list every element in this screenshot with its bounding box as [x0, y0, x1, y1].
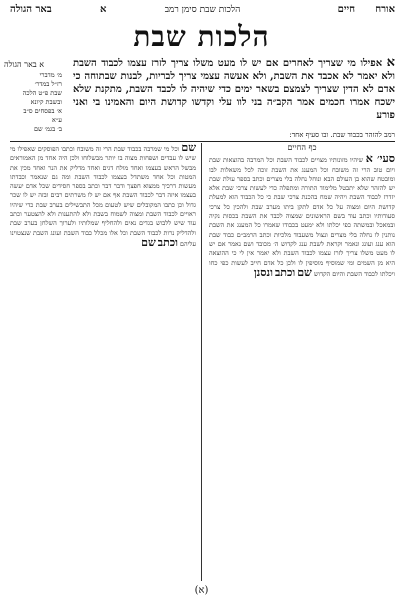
side-ref-line: מ׳ מדברי — [39, 71, 62, 79]
commentary-column-right — [209, 143, 395, 581]
paragraph-text: אפילו מי שצריך לאחרים אם יש לו מעט משלו צריך לזרז עצמו לכבוד השבת ולא יאמר לא אכבד את השבת, ולא אעשה עצמי צריך לבריות, לבנות שבתוחה כי אדם לא הדין שצריך לצמצם בשאר ימים כדי שיהיה לו לכבד השבת, מתקנת שלא ישכח אמרו חכמים אמר הקב״ה בני לוו עלי וקדשו קדושת היום והאמינו בי ואני פורע — [73, 58, 395, 121]
commentary-label: וכתב — [274, 265, 296, 279]
side-ref-line: שבת פ״ט הלכה — [22, 89, 62, 97]
side-ref-line: ב׳ בגמ׳ שם — [33, 125, 62, 133]
header-letter-right: חיים — [337, 4, 355, 15]
commentary-label: וכתב — [157, 235, 178, 249]
column-separator — [201, 143, 202, 581]
commentary-label: שם — [181, 143, 196, 154]
paragraph-letter: א — [386, 55, 396, 70]
commentary-text: וכל מי שמרבה בכבוד שבת הרי זה משובח וכתבו הפוסקים שאפילו מי שיש לו עבדים ושפחות מצוה בו יותר מבשלוחו ולכן היה אחד מן האמוראים מבשל הראש בעצמו ואחד מולח דגים ואחד מדליק את הנר ואחד מכין את המטות וכל אחד משתדל בעצמו לכבוד השבת ומה גם שנאמר וכבדתו מעשות דרכיך ממצוא חפצך ודבר דבר וכתב בספר חסידים שכל אדם יעשה בעצמו איזה דבר לכבוד השבת אף אם יש לו משרתים רבים ובזה יש לו שכר גדול וכן כתבו המקובלים שיש לטעום מכל התבשילים בערב שבת כדי שיהיו ראויים לכבוד השבת ומצוה לשמוח בשבת ולא להתענות ולא להצטער וכתב עוד שיש ללבוש בגדים נאים ולהחליף שמלותיו ולערוך השלחן בערב שבת ולהדליק נרות לכבוד השבת וכל אלו מכלל כבוד השבת ועונג השבת שנצטוינו עליהם — [10, 145, 196, 248]
commentary-title: כף החיים — [287, 143, 317, 152]
running-header — [10, 4, 395, 18]
side-ref-line: רז״ל במדר׳ — [34, 80, 62, 88]
side-ref-line: ע״א — [51, 116, 62, 124]
side-references-head: א באר הגולה — [4, 60, 45, 69]
header-letter-left: א — [100, 4, 107, 15]
side-ref-line: ובשבת קיונא — [30, 98, 62, 106]
side-references — [4, 60, 62, 134]
header-section-name: אורח — [375, 4, 395, 15]
commentary-column-left — [10, 143, 196, 581]
main-paragraph — [73, 56, 395, 122]
side-ref-line: א׳ בפסחים ס״ב — [23, 107, 62, 115]
divider — [10, 141, 395, 142]
commentary-label: ונסנן — [253, 265, 273, 279]
page-title: הלכות שבת — [133, 20, 270, 53]
commentary-label: שם — [297, 265, 312, 279]
header-commentary-name: באר הגולה — [10, 4, 52, 15]
header-center: הלכות שבת סימן רמב — [164, 5, 241, 15]
page-signature-mark: (א) — [194, 585, 209, 596]
commentary-label: שם — [141, 235, 156, 249]
commentary-label: סעי׳ א — [365, 152, 395, 166]
chapter-summary-line: רמב להזהר בכבוד שבת. ובו סעיף אחד: — [289, 131, 395, 139]
commentary-text: שיהיו מזונותיו מצויים לכבוד השבת וכל המרבה בהוצאות שבת ויום טוב הרי זה משובח וכל המענג את השבת זוכה לכל משאלות לבו ומובטח שהוא בן העולם הבא ונוחל נחלה בלי מצרים וכתב בספר עולת שבת יש להזהר שלא יתבטל מלימוד התורה ומתפלה כדי לעשות צרכי שבת אלא יזדרז לכבוד השבת ויהיה שמח בהכנת צרכי שבת כי כל הכבוד הוא למעלת קדושת היום ומצוה על כל אדם לתקן ביתו מערב שבת ולהכין כל צרכי סעודותיו וכתב עוד בשם הראשונים שמצוה לכבד את השבת בכסות נקיה ובמאכל ובמשתה כפי יכלתו ולא ימעט בכבודו שאמרו כל המענג את השבת נותנין לו נחלה בלי מצרים ונצול משעבוד מלכיות וכתב הרמב״ם כבוד שבת הוא ענג ועונג ונאמר וקראת לשבת ענג לקדוש ה׳ מכובד ושם נאמר אם יש לו מעט משלו צריך לזרז עצמו לכבוד השבת ולא יאמר אין לי כי ההוצאה היא מן השמים ומי שמוסיף מוסיפין לו ולכן כל אדם חייב לעשות כפי כחו ויכלתו לכבוד השבת והיום הקדוש — [209, 156, 395, 278]
